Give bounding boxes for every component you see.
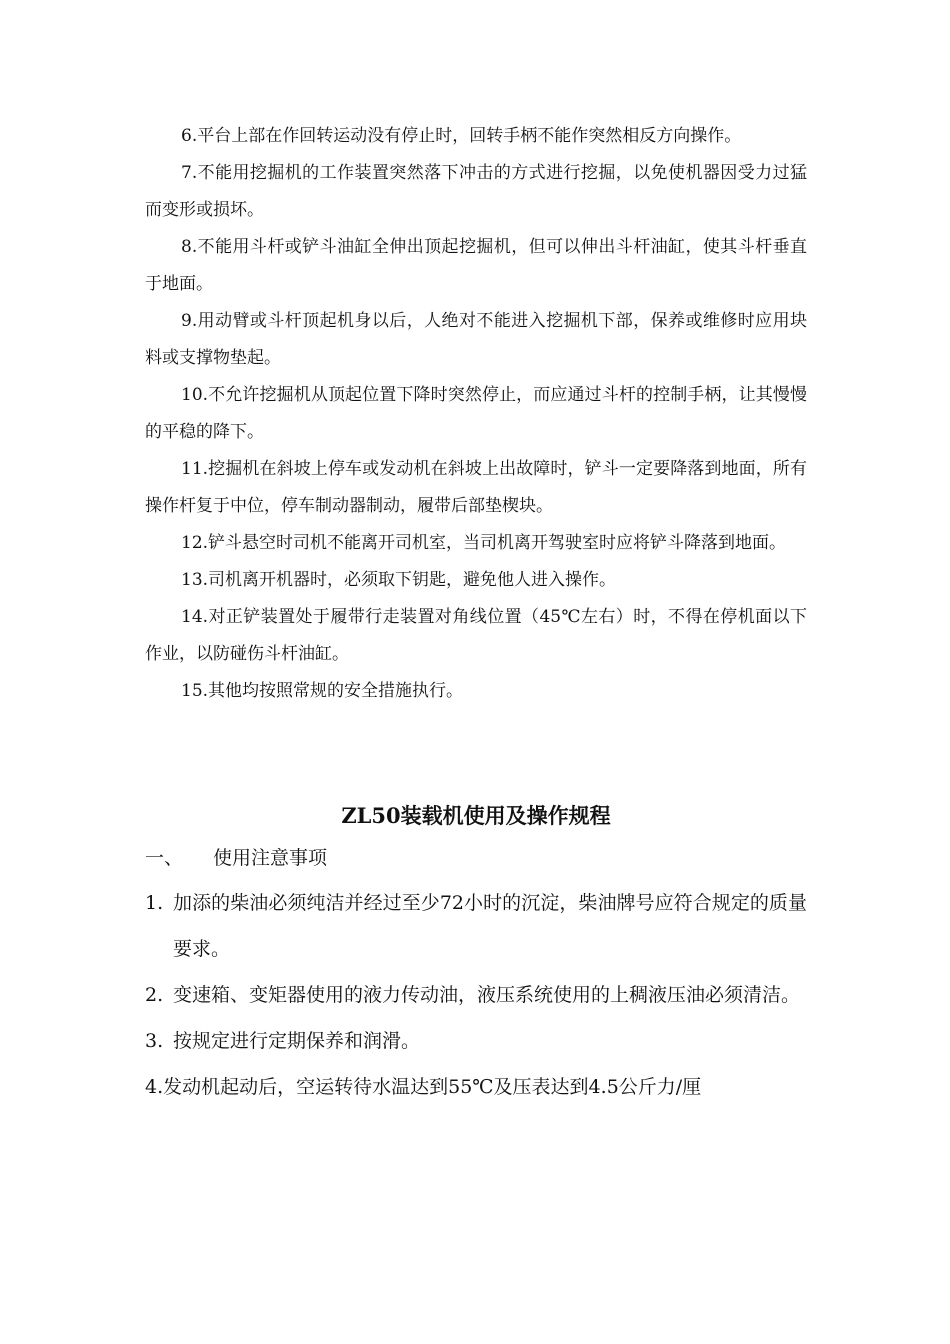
note-number: 1. — [145, 892, 164, 914]
rules-list — [145, 118, 807, 710]
rule-item-13: 13.司机离开机器时，必须取下钥匙，避免他人进入操作。 — [181, 570, 617, 590]
heading-text: 使用注意事项 — [213, 847, 328, 869]
note-item-2 — [145, 972, 807, 1018]
note-text: 按规定进行定期保养和润滑。 — [173, 1030, 421, 1052]
section-title: ZL50装载机使用及操作规程 — [341, 803, 611, 828]
heading-number: 一、 — [145, 847, 184, 869]
section-heading — [145, 836, 807, 880]
rule-item-10: 10.不允许挖掘机从顶起位置下降时突然停止，而应通过斗杆的控制手柄，让其慢慢的平稳的降下。 — [145, 385, 807, 442]
note-item-3 — [145, 1018, 807, 1064]
note-number: 2. — [145, 984, 164, 1006]
note-number: 3. — [145, 1030, 164, 1052]
rule-item-9: 9.用动臂或斗杆顶起机身以后，人绝对不能进入挖掘机下部，保养或维修时应用块料或支撑物垫起。 — [145, 311, 807, 368]
rule-item-8: 8.不能用斗杆或铲斗油缸全伸出顶起挖掘机，但可以伸出斗杆油缸，使其斗杆垂直于地面。 — [145, 237, 807, 294]
notes-list — [145, 880, 807, 1110]
note-text: 变速箱、变矩器使用的液力传动油，液压系统使用的上稠液压油必须清洁。 — [173, 984, 801, 1006]
rule-item-14: 14.对正铲装置处于履带行走装置对角线位置（45℃左右）时，不得在停机面以下作业，以防碰伤斗杆油缸。 — [145, 607, 807, 664]
rule-item-6: 6.平台上部在作回转运动没有停止时，回转手柄不能作突然相反方向操作。 — [181, 126, 742, 146]
note-item-4: 4.发动机起动后，空运转待水温达到55℃及压表达到4.5公斤力/厘 — [145, 1076, 702, 1098]
rule-item-7: 7.不能用挖掘机的工作装置突然落下冲击的方式进行挖掘，以免使机器因受力过猛而变形或损坏。 — [145, 163, 807, 220]
rule-item-12: 12.铲斗悬空时司机不能离开司机室，当司机离开驾驶室时应将铲斗降落到地面。 — [181, 533, 787, 553]
note-item-1 — [145, 880, 807, 972]
document-page — [145, 118, 807, 1110]
rule-item-11: 11.挖掘机在斜坡上停车或发动机在斜坡上出故障时，铲斗一定要降落到地面，所有操作杆复于中位，停车制动器制动，履带后部垫楔块。 — [145, 459, 807, 516]
rule-item-15: 15.其他均按照常规的安全措施执行。 — [181, 681, 464, 701]
note-text: 加添的柴油必须纯洁并经过至少72小时的沉淀，柴油牌号应符合规定的质量要求。 — [173, 892, 807, 960]
section-spacer — [145, 710, 807, 796]
